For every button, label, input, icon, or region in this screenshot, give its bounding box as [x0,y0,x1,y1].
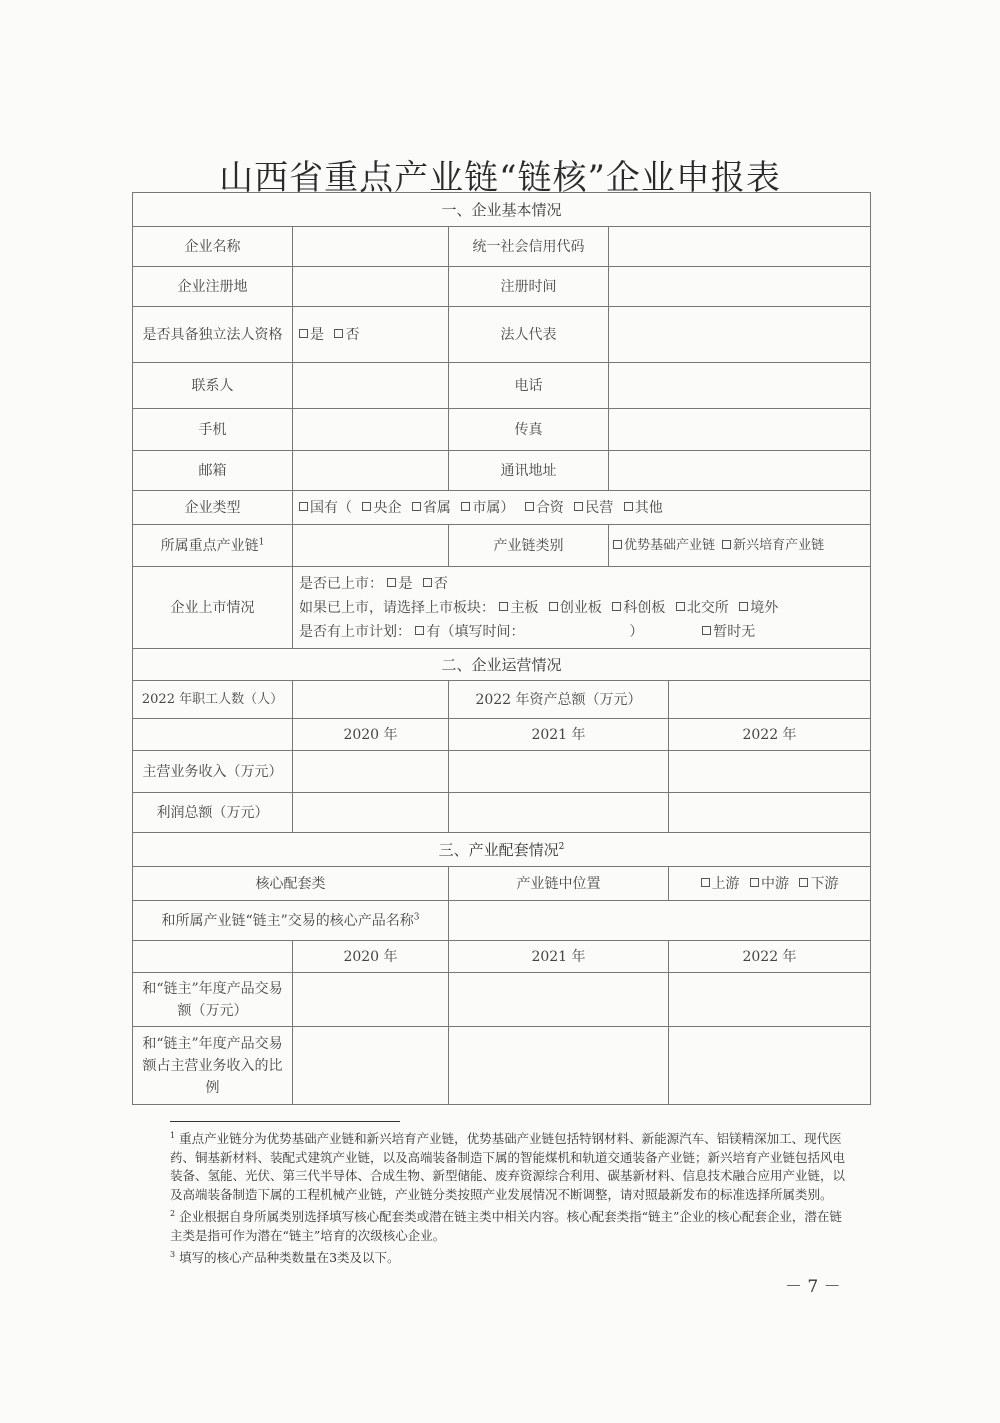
label-contact: 联系人 [133,363,293,409]
field-revenue-2021[interactable] [449,751,669,793]
field-trade-ratio-2021[interactable] [449,1027,669,1105]
label-fax: 传真 [449,409,609,451]
checkbox-icon[interactable] [574,502,583,511]
checkbox-icon[interactable] [299,502,308,511]
section2-heading: 二、企业运营情况 [133,649,871,681]
chain-category-options [609,525,871,567]
label-mobile: 手机 [133,409,293,451]
option-midstream[interactable]: 中游 [750,876,789,892]
field-trade-amount-2020[interactable] [293,973,449,1027]
label-product-name: 和所属产业链“链主”交易的核心产品名称$^3$ [133,901,449,941]
trade-year-2021: 2021 年 [449,941,669,973]
field-trade-ratio-2020[interactable] [293,1027,449,1105]
label-reg-place: 企业注册地 [133,267,293,307]
ops-year-2021: 2021 年 [449,719,669,751]
option-type-other[interactable]: 其他 [624,500,663,516]
checkbox-icon[interactable] [525,502,534,511]
footnote-3: $^3$ 填写的核心产品种类数量在3类及以下。 [170,1250,400,1266]
trade-year-2020: 2020 年 [293,941,449,973]
field-profit-2021[interactable] [449,793,669,833]
label-position: 产业链中位置 [449,867,669,901]
field-product-name[interactable] [449,901,871,941]
trade-year-2022: 2022 年 [669,941,871,973]
company-type-options [293,491,871,525]
field-mobile[interactable] [293,409,449,451]
option-type-city[interactable]: 市属） [461,500,514,516]
option-board-main[interactable]: 主板 [499,600,538,616]
section3-heading: 三、产业配套情况$^2$ [133,833,871,867]
option-type-state[interactable]: 国有（ [299,500,352,516]
option-legal-yes[interactable]: 是 [299,327,324,343]
field-credit-code[interactable] [609,227,871,267]
label-trade-ratio: 和“链主”年度产品交易额占主营业务收入的比例 [133,1027,293,1105]
option-downstream[interactable]: 下游 [799,876,838,892]
option-board-bse[interactable]: 北交所 [676,600,729,616]
ops-year-2022: 2022 年 [669,719,871,751]
checkbox-icon[interactable] [461,502,470,511]
label-profit: 利润总额（万元） [133,793,293,833]
option-listed-yes[interactable]: 是 [387,576,412,592]
checkbox-icon[interactable] [750,878,759,887]
checkbox-icon[interactable] [739,602,748,611]
position-options [669,867,871,901]
footnote-divider [170,1121,400,1122]
checkbox-icon[interactable] [362,502,371,511]
legal-person-options [293,307,449,363]
checkbox-icon[interactable] [412,502,421,511]
label-chain-category: 产业链类别 [449,525,609,567]
checkbox-icon[interactable] [676,602,685,611]
checkbox-icon[interactable] [701,878,710,887]
label-chain: 所属重点产业链$^1$ [133,525,293,567]
field-revenue-2022[interactable] [669,751,871,793]
field-email[interactable] [293,451,449,491]
checkbox-icon[interactable] [613,540,622,549]
trade-year-corner [133,941,293,973]
option-type-jv[interactable]: 合资 [525,500,564,516]
page-title: 山西省重点产业链“链核”企业申报表 [219,158,781,198]
footnote-2: $^2$ 企业根据自身所属类别选择填写核心配套类或潜在链主类中相关内容。核心配套类指“链主”企业的核心配套企业，潜在链主类是指可作为潜在“链主”培育的次级核心企业。 [170,1209,842,1243]
option-legal-no[interactable]: 否 [334,327,359,343]
field-revenue-2020[interactable] [293,751,449,793]
option-listed-no[interactable]: 否 [423,576,448,592]
checkbox-icon[interactable] [334,329,343,338]
option-board-star[interactable]: 科创板 [612,600,665,616]
label-company-type: 企业类型 [133,491,293,525]
field-assets[interactable] [669,681,871,719]
application-form-table [132,192,871,1105]
field-profit-2022[interactable] [669,793,871,833]
ops-year-2020: 2020 年 [293,719,449,751]
checkbox-icon[interactable] [299,329,308,338]
checkbox-icon[interactable] [387,578,396,587]
field-reg-place[interactable] [293,267,449,307]
option-plan-yes[interactable]: 有（填写时间： [415,624,524,640]
label-employees: 2022 年职工人数（人） [133,681,293,719]
label-reg-time: 注册时间 [449,267,609,307]
page-number: － 7 － [785,1277,841,1297]
option-type-provincial[interactable]: 省属 [412,500,451,516]
label-trade-amount: 和“链主”年度产品交易额（万元） [133,973,293,1027]
checkbox-icon[interactable] [612,602,621,611]
option-type-central[interactable]: 央企 [362,500,401,516]
option-board-overseas[interactable]: 境外 [739,600,778,616]
field-trade-ratio-2022[interactable] [669,1027,871,1105]
field-employees[interactable] [293,681,449,719]
field-legal-rep[interactable] [609,307,871,363]
option-plan-none[interactable]: 暂时无 [702,624,755,640]
field-trade-amount-2021[interactable] [449,973,669,1027]
checkbox-icon[interactable] [423,578,432,587]
listing-details [293,567,871,649]
field-chain[interactable] [293,525,449,567]
label-email: 邮箱 [133,451,293,491]
listing-line-board: 如果已上市，请选择上市板块： 主板 创业板 科创板 北交所 境外 [299,599,779,616]
section1-heading: 一、企业基本情况 [133,193,871,227]
checkbox-icon[interactable] [702,626,711,635]
field-company-name[interactable] [293,227,449,267]
checkbox-icon[interactable] [799,878,808,887]
checkbox-icon[interactable] [624,502,633,511]
label-phone: 电话 [449,363,609,409]
field-reg-time[interactable] [609,267,871,307]
option-type-private[interactable]: 民营 [574,500,613,516]
field-trade-amount-2022[interactable] [669,973,871,1027]
listing-line-listed: 是否已上市： 是 否 [299,575,448,592]
label-core-type: 核心配套类 [133,867,449,901]
field-fax[interactable] [609,409,871,451]
footnote-1: $^1$ 重点产业链分为优势基础产业链和新兴培育产业链，优势基础产业链包括特钢材料、新能源汽车、铝镁精深加工、现代医药、铜基新材料、装配式建筑产业链，以及高端装备制造下属的智能煤机和轨道交通装备产业链；新兴培育产业链包括风电装备、氢能、光伏、第三代半导体、合成生物、新型储能、废弃资源综合利用、碳基新材料、信息技术融合应用产业链，以及高端装备制造下属的工程机械产业链，产业链分类按照产业发展情况不断调整，请对照最新发布的标准选择所属类别。 [170,1131,846,1202]
field-profit-2020[interactable] [293,793,449,833]
option-chain-emerging[interactable]: 新兴培育产业链 [722,538,824,553]
ops-year-corner [133,719,293,751]
option-chain-advantage[interactable]: 优势基础产业链 [613,538,715,553]
option-board-gem[interactable]: 创业板 [549,600,602,616]
label-address: 通讯地址 [449,451,609,491]
field-contact[interactable] [293,363,449,409]
option-upstream[interactable]: 上游 [701,876,740,892]
checkbox-icon[interactable] [722,540,731,549]
listing-line-plan: 是否有上市计划： 有（填写时间： ） 暂时无 [299,623,756,640]
checkbox-icon[interactable] [499,602,508,611]
footnotes [170,1127,850,1269]
label-company-name: 企业名称 [133,227,293,267]
field-address[interactable] [609,451,871,491]
label-listing: 企业上市情况 [133,567,293,649]
checkbox-icon[interactable] [415,626,424,635]
checkbox-icon[interactable] [549,602,558,611]
label-assets: 2022 年资产总额（万元） [449,681,669,719]
label-credit-code: 统一社会信用代码 [449,227,609,267]
label-legal-person: 是否具备独立法人资格 [133,307,293,363]
label-revenue: 主营业务收入（万元） [133,751,293,793]
label-legal-rep: 法人代表 [449,307,609,363]
field-phone[interactable] [609,363,871,409]
